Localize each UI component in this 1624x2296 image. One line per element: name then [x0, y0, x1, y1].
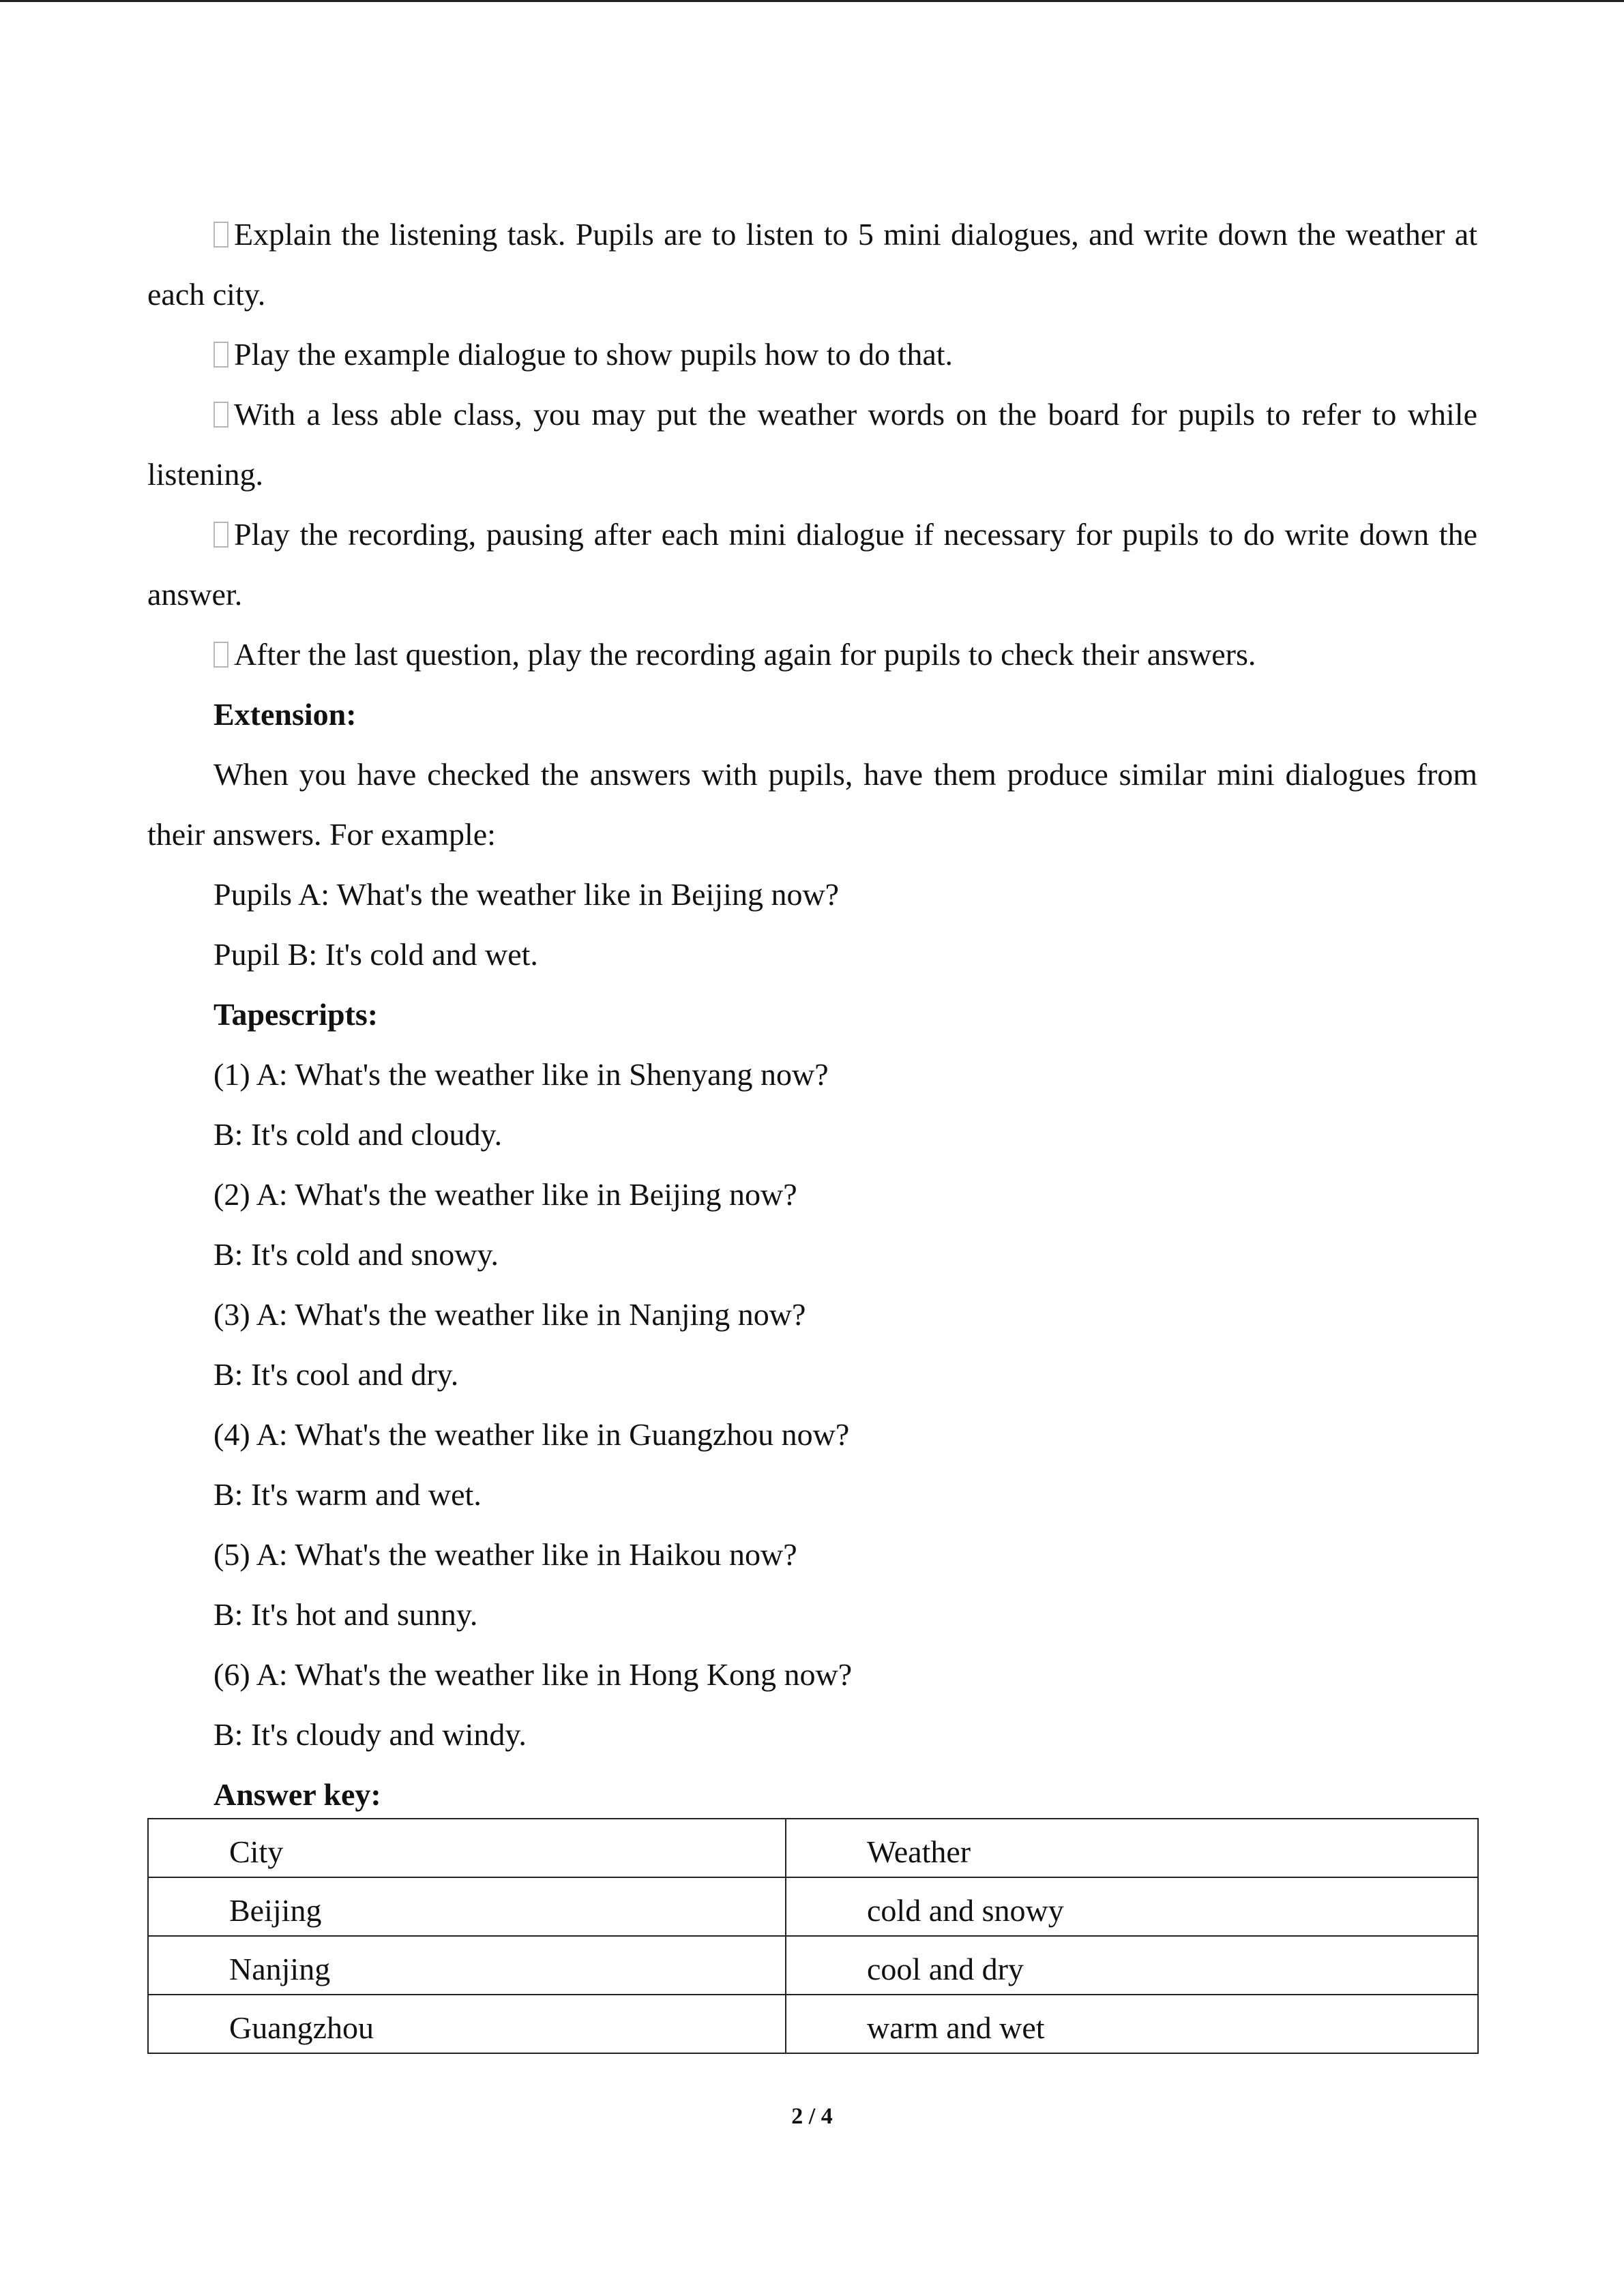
instruction-paragraph-2 — [147, 325, 1477, 385]
answer-key-heading: Answer key: — [213, 1777, 381, 1812]
tapescript-line: B: It's cold and cloudy. — [213, 1117, 503, 1152]
table-header-city: City — [148, 1819, 786, 1877]
table-cell-weather: warm and wet — [786, 1995, 1478, 2053]
tapescript-line: B: It's cold and snowy. — [213, 1237, 499, 1272]
table-header-weather: Weather — [786, 1819, 1478, 1877]
tapescript-line: B: It's cloudy and windy. — [213, 1717, 527, 1752]
table-header-row — [148, 1819, 1478, 1877]
tapescript-line: (3) A: What's the weather like in Nanjing now? — [213, 1297, 806, 1332]
instruction-paragraph-5 — [147, 625, 1477, 685]
table-cell-city: Beijing — [148, 1877, 786, 1936]
table-row — [148, 1936, 1478, 1995]
extension-text: When you have checked the answers with pupils, have them produce similar mini dialogues from their answers. For example: — [147, 757, 1477, 852]
tapescript-line: (4) A: What's the weather like in Guangzhou now? — [213, 1417, 850, 1452]
table-cell-weather: cool and dry — [786, 1936, 1478, 1995]
page-number: 2 / 4 — [791, 2104, 833, 2129]
tapescript-line: (2) A: What's the weather like in Beijing now? — [213, 1177, 797, 1212]
instruction-paragraph-4 — [147, 505, 1477, 625]
instruction-text-3: With a less able class, you may put the weather words on the board for pupils to refer to while listening. — [147, 397, 1477, 492]
tapescript-line: (1) A: What's the weather like in Shenyang now? — [213, 1057, 829, 1092]
instruction-text-1: Explain the listening task. Pupils are to listen to 5 mini dialogues, and write down the weather at each city. — [147, 217, 1477, 312]
example-line-b: Pupil B: It's cold and wet. — [213, 937, 538, 972]
document-body — [147, 205, 1477, 1825]
instruction-text-5: After the last question, play the recording again for pupils to check their answers. — [234, 637, 1256, 672]
tapescript-line: B: It's warm and wet. — [213, 1477, 482, 1512]
tapescript-line: (5) A: What's the weather like in Haikou now? — [213, 1537, 797, 1572]
tapescripts-heading: Tapescripts: — [213, 997, 379, 1032]
tapescript-line: B: It's hot and sunny. — [213, 1597, 478, 1632]
table-cell-weather: cold and snowy — [786, 1877, 1478, 1936]
instruction-paragraph-1 — [147, 205, 1477, 325]
bullet-icon — [213, 642, 228, 668]
instruction-text-4: Play the recording, pausing after each mini dialogue if necessary for pupils to do write down the answer. — [147, 517, 1477, 612]
bullet-icon — [213, 342, 228, 368]
instruction-text-2: Play the example dialogue to show pupils how to do that. — [234, 337, 954, 372]
example-line-a: Pupils A: What's the weather like in Beijing now? — [213, 877, 840, 912]
tapescript-line: (6) A: What's the weather like in Hong Kong now? — [213, 1657, 853, 1692]
answer-key-table — [147, 1818, 1479, 2054]
tapescript-line: B: It's cool and dry. — [213, 1357, 459, 1392]
table-cell-city: Guangzhou — [148, 1995, 786, 2053]
extension-heading: Extension: — [213, 697, 357, 732]
table-cell-city: Nanjing — [148, 1936, 786, 1995]
bullet-icon — [213, 522, 228, 548]
table-row — [148, 1995, 1478, 2053]
table-row — [148, 1877, 1478, 1936]
top-border-line — [0, 0, 1624, 2]
bullet-icon — [213, 402, 228, 428]
instruction-paragraph-3 — [147, 385, 1477, 505]
bullet-icon — [213, 222, 228, 248]
